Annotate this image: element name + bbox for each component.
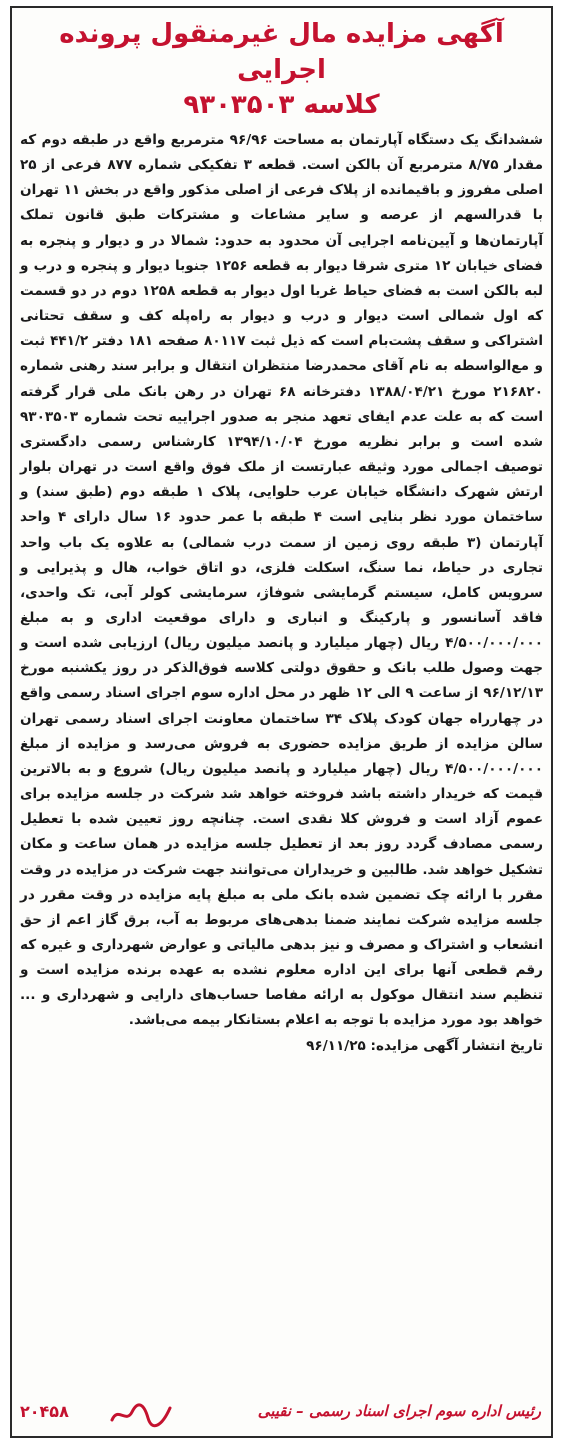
notice-footer	[12, 1398, 551, 1430]
publish-date-line	[20, 1034, 543, 1059]
auction-notice	[10, 6, 553, 1438]
notice-code: ۲۰۴۵۸	[20, 1402, 69, 1421]
notice-body: ششدانگ یک دستگاه آپارتمان به مساحت ۹۶/۹۶ مترمربع واقع در طبقه دوم که مقدار ۸/۷۵ مترمربع آن بالکن است. قطعه ۳ تفکیکی شماره ۸۷۷ فرعی از ۲۵ اصلی مفروز و باقیمانده از پلاک فرعی از اصلی مذکور واقع در بخش ۱۱ تهران با قدرالسهم از عرصه و سایر مشاعات و مشترکات طبق قانون تملک آپارتمان‌ها و آیین‌نامه اجرایی آن محدود به حدود: شمالا در و دیوار و پنجره به فضای خیابان ۱۲ متری شرقا دیوار به قطعه ۱۲۵۶ جنوبا دیوار و پنجره و درب و لبه بالکن است به فضای حیاط غربا اول دیوار به قطعه ۱۲۵۸ دوم در دو قسمت که اول شمالی است دیوار و درب و دیوار به راه‌پله کف و سقف تحتانی اشتراکی و سقف پشت‌بام است که ذیل ثبت ۸۰۱۱۷ صفحه ۱۸۱ دفتر ۴۴۱/۲ ثبت و مع‌الواسطه به نام آقای محمدرضا منتظران انتقال و برابر سند رهنی شماره ۲۱۶۸۲۰ مورخ ۱۳۸۸/۰۴/۲۱ دفترخانه ۶۸ تهران در رهن بانک ملی قرار گرفته است که به علت عدم ایفای تعهد منجر به صدور اجراییه تحت شماره ۹۳۰۳۵۰۳ شده است و برابر نظریه مورخ ۱۳۹۴/۱۰/۰۴ کارشناس رسمی دادگستری توصیف اجمالی مورد وثیقه عبارتست از ملک فوق واقع است در تهران بلوار ارتش شهرک دانشگاه خیابان عرب حلوایی، پلاک ۱ طبقه دوم (طبق سند) و ساختمان مورد نظر بنایی است ۴ طبقه با عمر حدود ۱۶ سال دارای ۴ واحد آپارتمان (۳ طبقه روی زمین از سمت درب شمالی) به علاوه یک باب واحد تجاری در حیاط، نما سنگ، اسکلت فلزی، دو اتاق خواب، هال و پذیرایی و سرویس کامل، سیستم گرمایشی شوفاژ، سرمایشی کولر آبی، تک واحدی، فاقد آسانسور و پارکینگ و انباری و دارای موقعیت اداری و به مبلغ ۴/۵۰۰/۰۰۰/۰۰۰ ریال (چهار میلیارد و پانصد میلیون ریال) ارزیابی شده است و جهت وصول طلب بانک و حقوق دولتی کلاسه فوق‌الذکر در روز یکشنبه مورخ ۹۶/۱۲/۱۳ از ساعت ۹ الی ۱۲ ظهر در محل اداره سوم اجرای اسناد رسمی واقع در چهارراه جهان کودک پلاک ۳۴ ساختمان معاونت اجرای اسناد رسمی تهران سالن مزایده از طریق مزایده حضوری به فروش می‌رسد و مزایده از مبلغ ۴/۵۰۰/۰۰۰/۰۰۰ ریال (چهار میلیارد و پانصد میلیون ریال) شروع و به بالاترین قیمت که خریدار داشته باشد فروخته خواهد شد شرکت در جلسه مزایده برای عموم آزاد است و فروش کلا نقدی است. چنانچه روز تعیین شده با تعطیل رسمی مصادف گردد روز بعد از تعطیل جلسه مزایده در همان ساعت و مکان تشکیل خواهد شد. طالبین و خریداران می‌توانند جهت شرکت در مزایده در وقت مقرر با ارائه چک تضمین شده بانک ملی به مبلغ پایه مزایده در وقت مقرر در جلسه مزایده شرکت نمایند ضمنا بدهی‌های مربوط به آب، برق گاز اعم از حق انشعاب و اشتراک و مصرف و نیز بدهی مالیاتی و عوارض شهرداری و غیره که رقم قطعی آنها برای این اداره معلوم نشده به عهده برنده مزایده است و تنظیم سند انتقال موکول به ارائه مفاصا حساب‌های دارایی و شهرداری و ... خواهد بود مورد مزایده با توجه به اعلام بستانکار بیمه می‌باشد.	[20, 132, 544, 1029]
handwritten-mark-icon	[108, 1400, 178, 1428]
publish-date-label: تاریخ انتشار آگهی مزایده:	[370, 1037, 543, 1054]
publish-date-value: ۹۶/۱۱/۲۵	[306, 1037, 366, 1054]
case-number: کلاسه ۹۳۰۳۵۰۳	[183, 90, 380, 120]
notice-title: آگهی مزایده مال غیرمنقول پرونده اجرایی	[59, 19, 504, 85]
signature-line: رئیس اداره سوم اجرای اسناد رسمی – نقیبی	[257, 1402, 541, 1420]
